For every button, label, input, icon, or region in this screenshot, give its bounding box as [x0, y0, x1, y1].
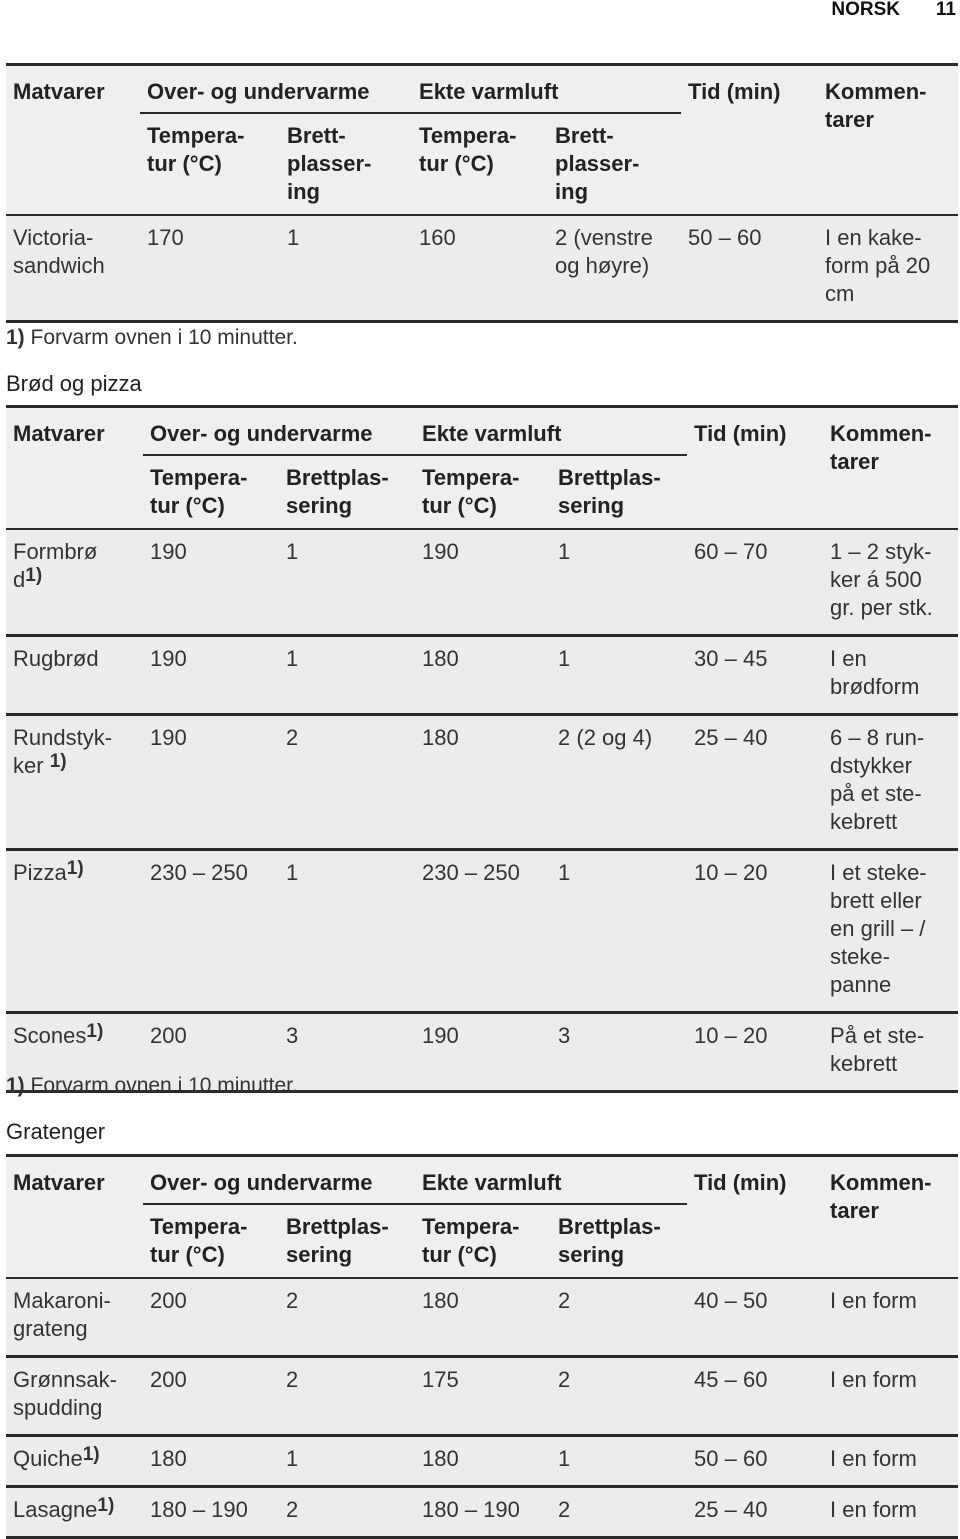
food-name-text: Makaroni- grateng [13, 1288, 111, 1341]
col-matvarer: Matvarer [6, 65, 140, 216]
temp-over-under-text: 190 [150, 539, 187, 564]
shelf-ekte-varmluft-text: 1 [558, 539, 571, 564]
food-name [6, 215, 140, 322]
col-brettplassering [279, 455, 415, 529]
temp-ekte-varmluft-text: 190 [422, 539, 459, 564]
footnote-mark: 1) [6, 1074, 25, 1097]
time-min [687, 1436, 823, 1487]
temp-ekte-varmluft-text: 180 [422, 646, 459, 671]
comment [823, 636, 958, 715]
footnote-ref: 1) [25, 565, 43, 586]
temp-ekte-varmluft [415, 529, 551, 636]
time-min-text: 50 – 60 [688, 225, 762, 250]
temp-over-under [143, 1357, 279, 1436]
temp-over-under-text: 200 [150, 1288, 187, 1313]
time-min [687, 1357, 823, 1436]
temp-ekte-varmluft [415, 850, 551, 1013]
shelf-ekte-varmluft [548, 215, 681, 322]
col-kommentarer [818, 65, 958, 216]
table-row [6, 715, 958, 850]
shelf-over-under-text: 2 [286, 1288, 299, 1313]
temp-over-under-text: 200 [150, 1367, 187, 1392]
comment-text: I et steke- brett eller en grill – / steke- panne [830, 860, 927, 997]
footnote-mark: 1) [6, 326, 25, 349]
temp-over-under [143, 1278, 279, 1357]
temp-ekte-varmluft [415, 636, 551, 715]
temp-ekte-varmluft-text: 190 [422, 1023, 459, 1048]
time-min [687, 715, 823, 850]
shelf-over-under-text: 1 [286, 1446, 299, 1471]
col-ekte-varmluft: Ekte varmluft [415, 407, 687, 456]
shelf-over-under [279, 850, 415, 1013]
cooking-table-bread-pizza [6, 405, 958, 1093]
col-temperatur-label: Tempera- tur (°C) [422, 1214, 520, 1267]
col-temperatur [412, 113, 548, 215]
comment-text: I en form [830, 1446, 917, 1471]
col-brettplassering [280, 113, 412, 215]
table-row [6, 1436, 958, 1487]
temp-over-under-text: 200 [150, 1023, 187, 1048]
col-temperatur [415, 1204, 551, 1278]
shelf-ekte-varmluft [551, 1357, 687, 1436]
time-min [687, 636, 823, 715]
table-row [6, 529, 958, 636]
shelf-ekte-varmluft [551, 850, 687, 1013]
comment [823, 715, 958, 850]
food-name [6, 1436, 143, 1487]
col-brettplassering-label: Brettplas- sering [286, 1214, 389, 1267]
time-min [681, 215, 818, 322]
col-temperatur [143, 455, 279, 529]
section-title-brod-pizza: Brød og pizza [6, 371, 142, 396]
col-tid: Tid (min) [687, 407, 823, 530]
food-name [6, 1357, 143, 1436]
time-min [687, 1013, 823, 1092]
col-temperatur-label: Tempera- tur (°C) [419, 123, 517, 176]
col-brettplassering [551, 1204, 687, 1278]
footnote-ref: 1) [82, 1444, 100, 1465]
footnote [6, 326, 298, 350]
comment-text: 1 – 2 styk- ker á 500 gr. per stk. [830, 539, 933, 620]
food-name-text: Lasagne [13, 1497, 98, 1522]
temp-ekte-varmluft-text: 180 [422, 1446, 459, 1471]
col-temperatur-label: Tempera- tur (°C) [147, 123, 245, 176]
shelf-over-under-text: 1 [286, 539, 299, 564]
food-name-text: Pizza [13, 860, 67, 885]
food-name-text: Rugbrød [13, 646, 99, 671]
col-over-under: Over- og undervarme [143, 407, 415, 456]
shelf-over-under-text: 3 [286, 1023, 299, 1048]
temp-over-under [143, 1436, 279, 1487]
temp-ekte-varmluft [415, 1436, 551, 1487]
shelf-ekte-varmluft [551, 1278, 687, 1357]
shelf-ekte-varmluft [551, 715, 687, 850]
shelf-over-under-text: 2 [286, 1497, 299, 1522]
col-temperatur [415, 455, 551, 529]
temp-over-under [143, 529, 279, 636]
shelf-over-under-text: 1 [286, 646, 299, 671]
temp-ekte-varmluft [415, 1487, 551, 1538]
table-row [6, 850, 958, 1013]
temp-ekte-varmluft-text: 180 [422, 1288, 459, 1313]
temp-over-under-text: 190 [150, 725, 187, 750]
col-brettplassering [548, 113, 681, 215]
section-title-gratenger: Gratenger [6, 1119, 106, 1144]
col-kommentarer-label: Kommen- tarer [830, 1170, 932, 1223]
temp-over-under-text: 190 [150, 646, 187, 671]
col-ekte-varmluft: Ekte varmluft [415, 1156, 687, 1205]
food-name-text: Rundstyk- ker [13, 725, 113, 778]
temp-over-under [143, 850, 279, 1013]
food-name-text: Grønnsak- spudding [13, 1367, 117, 1420]
temp-over-under [143, 636, 279, 715]
food-name [6, 850, 143, 1013]
shelf-over-under [280, 215, 412, 322]
food-name [6, 1487, 143, 1538]
comment [823, 850, 958, 1013]
food-name-text: Quiche [13, 1446, 83, 1471]
comment [823, 529, 958, 636]
temp-ekte-varmluft-text: 180 – 190 [422, 1497, 520, 1522]
comment [818, 215, 958, 322]
col-temperatur-label: Tempera- tur (°C) [150, 465, 248, 518]
comment-text: I en kake- form på 20 cm [825, 225, 931, 306]
shelf-over-under [279, 1487, 415, 1538]
food-name [6, 529, 143, 636]
table-row [6, 1487, 958, 1538]
col-brettplassering-label: Brettplas- sering [558, 1214, 661, 1267]
shelf-ekte-varmluft-text: 2 [558, 1288, 571, 1313]
col-ekte-varmluft: Ekte varmluft [412, 65, 681, 114]
shelf-over-under-text: 1 [287, 225, 300, 250]
time-min-text: 30 – 45 [694, 646, 768, 671]
footnote-ref: 1) [49, 751, 67, 772]
comment [823, 1357, 958, 1436]
comment [823, 1013, 958, 1092]
table-row [6, 1278, 958, 1357]
shelf-over-under [279, 715, 415, 850]
comment-text: På et ste- kebrett [830, 1023, 925, 1076]
shelf-ekte-varmluft [551, 529, 687, 636]
food-name-text: Formbrø d [13, 539, 98, 592]
table-row [6, 1357, 958, 1436]
temp-over-under-text: 170 [147, 225, 184, 250]
col-tid: Tid (min) [687, 1156, 823, 1279]
comment [823, 1487, 958, 1538]
time-min-text: 25 – 40 [694, 1497, 768, 1522]
temp-ekte-varmluft [415, 1013, 551, 1092]
shelf-ekte-varmluft [551, 636, 687, 715]
comment-text: I en form [830, 1288, 917, 1313]
cooking-table-gratins [6, 1154, 958, 1539]
time-min [687, 1278, 823, 1357]
col-kommentarer-label: Kommen- tarer [825, 79, 927, 132]
footnote-ref: 1) [86, 1021, 104, 1042]
time-min-text: 10 – 20 [694, 1023, 768, 1048]
shelf-ekte-varmluft-text: 2 [558, 1497, 571, 1522]
col-kommentarer [823, 1156, 958, 1279]
shelf-ekte-varmluft-text: 1 [558, 646, 571, 671]
temp-ekte-varmluft-text: 175 [422, 1367, 459, 1392]
shelf-over-under-text: 2 [286, 725, 299, 750]
col-brettplassering [279, 1204, 415, 1278]
comment [823, 1436, 958, 1487]
col-temperatur [143, 1204, 279, 1278]
col-brettplassering-label: Brett- plasser- ing [287, 123, 372, 204]
shelf-over-under [279, 529, 415, 636]
shelf-over-under [279, 1013, 415, 1092]
table-row [6, 215, 958, 322]
shelf-ekte-varmluft-text: 1 [558, 1446, 571, 1471]
comment-text: I en brødform [830, 646, 920, 699]
food-name-text: Scones [13, 1023, 87, 1048]
temp-ekte-varmluft [415, 1278, 551, 1357]
col-brettplassering-label: Brett- plasser- ing [555, 123, 640, 204]
temp-over-under-text: 180 – 190 [150, 1497, 248, 1522]
time-min-text: 40 – 50 [694, 1288, 768, 1313]
temp-over-under [140, 215, 280, 322]
time-min [687, 529, 823, 636]
footnote-ref: 1) [66, 858, 84, 879]
food-name [6, 636, 143, 715]
col-temperatur [140, 113, 280, 215]
temp-ekte-varmluft [415, 715, 551, 850]
food-name [6, 1278, 143, 1357]
col-over-under: Over- og undervarme [143, 1156, 415, 1205]
shelf-over-under [279, 636, 415, 715]
shelf-ekte-varmluft-text: 3 [558, 1023, 571, 1048]
footnote-text: Forvarm ovnen i 10 minutter. [24, 1074, 298, 1097]
temp-over-under [143, 1487, 279, 1538]
shelf-ekte-varmluft-text: 2 [558, 1367, 571, 1392]
temp-ekte-varmluft-text: 160 [419, 225, 456, 250]
col-over-under: Over- og undervarme [140, 65, 412, 114]
col-tid: Tid (min) [681, 65, 818, 216]
time-min-text: 10 – 20 [694, 860, 768, 885]
col-temperatur-label: Tempera- tur (°C) [150, 1214, 248, 1267]
table-row [6, 636, 958, 715]
col-kommentarer [823, 407, 958, 530]
col-kommentarer-label: Kommen- tarer [830, 421, 932, 474]
comment-text: 6 – 8 run- dstykker på et ste- kebrett [830, 725, 925, 834]
page-header [0, 0, 960, 22]
time-min [687, 1487, 823, 1538]
shelf-ekte-varmluft [551, 1436, 687, 1487]
footnote [6, 1074, 298, 1098]
shelf-over-under-text: 2 [286, 1367, 299, 1392]
shelf-over-under [279, 1436, 415, 1487]
temp-ekte-varmluft-text: 230 – 250 [422, 860, 520, 885]
shelf-ekte-varmluft-text: 1 [558, 860, 571, 885]
time-min-text: 50 – 60 [694, 1446, 768, 1471]
shelf-over-under [279, 1357, 415, 1436]
shelf-over-under [279, 1278, 415, 1357]
comment [823, 1278, 958, 1357]
time-min-text: 25 – 40 [694, 725, 768, 750]
col-brettplassering-label: Brettplas- sering [286, 465, 389, 518]
footnote-ref: 1) [97, 1495, 115, 1516]
temp-over-under-text: 230 – 250 [150, 860, 248, 885]
time-min [687, 850, 823, 1013]
language-label: NORSK [831, 0, 900, 20]
shelf-over-under-text: 1 [286, 860, 299, 885]
food-name-text: Victoria- sandwich [13, 225, 105, 278]
temp-over-under-text: 180 [150, 1446, 187, 1471]
temp-ekte-varmluft-text: 180 [422, 725, 459, 750]
time-min-text: 45 – 60 [694, 1367, 768, 1392]
shelf-ekte-varmluft-text: 2 (venstre og høyre) [555, 225, 653, 278]
shelf-ekte-varmluft [551, 1487, 687, 1538]
shelf-ekte-varmluft-text: 2 (2 og 4) [558, 725, 653, 750]
comment-text: I en form [830, 1367, 917, 1392]
col-brettplassering-label: Brettplas- sering [558, 465, 661, 518]
comment-text: I en form [830, 1497, 917, 1522]
food-name [6, 715, 143, 850]
time-min-text: 60 – 70 [694, 539, 768, 564]
cooking-table-cakes [6, 63, 958, 323]
col-brettplassering [551, 455, 687, 529]
col-matvarer: Matvarer [6, 407, 143, 530]
temp-ekte-varmluft [412, 215, 548, 322]
temp-over-under [143, 715, 279, 850]
shelf-ekte-varmluft [551, 1013, 687, 1092]
footnote-text: Forvarm ovnen i 10 minutter. [24, 326, 298, 349]
page-number: 11 [935, 0, 956, 20]
temp-ekte-varmluft [415, 1357, 551, 1436]
col-temperatur-label: Tempera- tur (°C) [422, 465, 520, 518]
col-matvarer: Matvarer [6, 1156, 143, 1279]
